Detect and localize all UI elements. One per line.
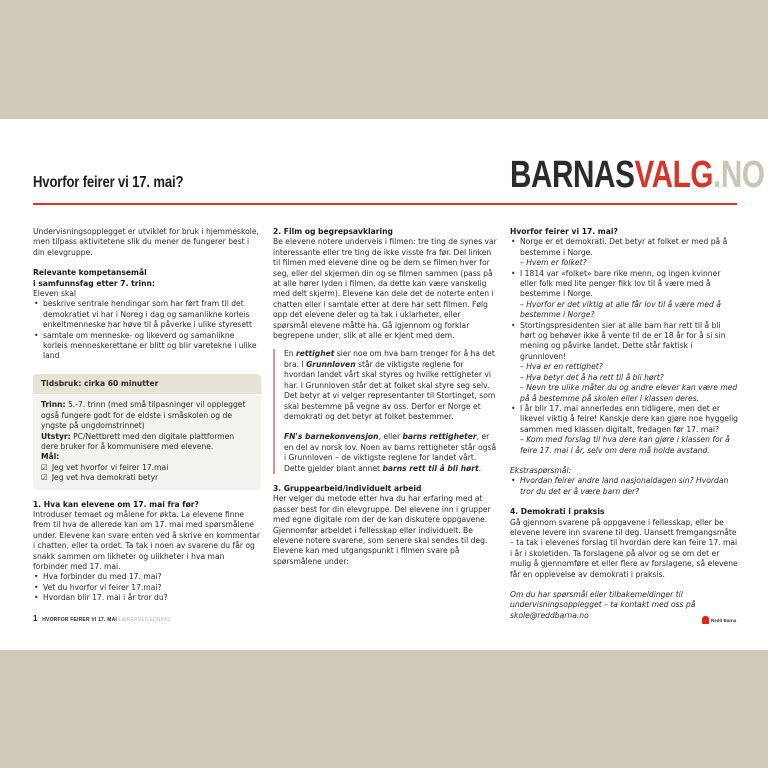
section-4-heading: 4. Demokrati i praksis	[510, 507, 605, 517]
competence-subheading: i samfunnsfag etter 7. trinn:	[33, 278, 155, 288]
intro-text: Undervisningsopplegget er utviklet for bruk i hjemmeskole, men tilpass aktivitetene slik du mener de fungerer best i din elevgruppe.	[33, 227, 259, 257]
trinn-label: Trinn:	[41, 400, 66, 410]
list-item: • Hva forbinder du med 17. mai?	[43, 572, 261, 582]
contact-text: Om du har spørsmål eller tilbakemeldinger til undervisningsopplegget – ta kontakt med oss på skole@reddbarna.no	[510, 590, 696, 620]
footer-subtitle: LÆRERVEILEDNING	[118, 617, 171, 623]
section-4-text: Gå gjennom svarene på oppgavene i fellesskap, eller be elevene levere inn svarene til deg. Uansett fremgangsmåte – ta tak i elevenes forslag til hvordan dere kan feire 17. mai i år i skoletiden. Ta forslagene på alvor og se om det er mulig å gjennomføre et eller flere av forslagene, så elevene får en opplevelse av demokrati i praksis.	[510, 517, 738, 579]
list-item: • Hvordan feirer andre land nasjonaldagen sin? Hvordan tror du det er å være barn der?	[520, 476, 738, 497]
redd-barna-logo: Redd Barna	[702, 616, 736, 624]
competence-list	[33, 299, 261, 361]
why-heading: Hvorfor feirer vi 17. mai?	[510, 227, 618, 236]
list-item: • Norge er et demokrati. Det betyr at folket er med på å bestemme i Norge. – Hvem er folket?	[520, 237, 738, 268]
utstyr-label: Utstyr:	[41, 431, 71, 441]
competence-heading: Relevante kompetansemål	[33, 268, 147, 278]
utstyr-text: PC/Nettbrett med den digitale plattformen dere bruker for å kommunisere med elevene.	[41, 431, 235, 451]
section-2-heading: 2. Film og begrepsavklaring	[273, 227, 393, 236]
why-list	[510, 237, 738, 456]
time-info-box	[33, 374, 261, 490]
page-footer	[33, 614, 170, 623]
term-grunnloven: Grunnloven	[306, 359, 356, 369]
section-3-heading: 3. Gruppearbeid/individuelt arbeid	[273, 483, 422, 493]
extra-questions-list	[510, 476, 738, 497]
section-1-text: Introduser temaet og målene for økta. La elevene finne frem til hva de allerede kan om 17. mai med spørsmålene under. Elevene kan svare enten ved å skrive en kommentar i chatten, eller ta ordet. Ta tak i noen av svarene du får og snakk sammen om likheter og ulikheter i hva man forbinder med 17. mai.	[33, 509, 260, 571]
list-item: • Stortingspresidenten sier at alle barn har rett til å bli hørt og behøver ikke å vente til de er 18 år for å si sin mening og påvirke landet. Dette står faktisk i grunnloven! – Hva er en rettighet? – Hva betyr det å ha rett til å bli hørt? – Nevn tre ulike måter du og andre elever kan være med på å bestemme på skolen eller i klassen deres.	[520, 321, 738, 404]
footer-title: HVORFOR FEIRER VI 17. MAI	[42, 617, 117, 623]
competence-lead: Eleven skal	[33, 289, 76, 299]
section-3-text: Her velger du metode etter hva du har erfaring med at passer best for din elevgruppe. Del elevene inn i grupper med egne digitale rom der de kan diskutere oppgavene. Gjennomfør arbeidet i fellesskap eller individuelt. Be elevene notere svarene, som senere skal sendes til deg. Elevene kan med utgangspunkt i filmen svare på spørsmålene under:	[273, 494, 491, 566]
goal-checkbox-item: ☑ Jeg vet hva demokrati betyr	[41, 473, 253, 483]
barnasvalg-logo: BARNASVALG.NO	[510, 154, 765, 196]
box-heading: Tidsbruk: cirka 60 minutter	[33, 374, 261, 395]
list-item: • samtale om menneske- og likeverd og samanlikne korleis menneskerettane er blitt og blir varetekne i ulike land	[43, 331, 261, 362]
list-item: • Hvordan blir 17. mai i år tror du?	[43, 593, 261, 603]
page-number: 1	[33, 614, 38, 623]
term-rett-til-a-bli-hort: barns rett til å bli hørt	[382, 463, 479, 473]
column-2	[273, 227, 497, 567]
section-1-heading: 1. Hva kan elevene om 17. mai fra før?	[33, 499, 199, 509]
goal-checkbox-item: ☑ Jeg vet hvorfor vi feirer 17.mai	[41, 463, 253, 473]
extra-questions-label: Ekstraspørsmål:	[510, 465, 572, 475]
column-3	[510, 227, 738, 621]
term-barnekonvensjon: FN's barnekonvensjon	[284, 432, 379, 442]
list-item: • beskrive sentrale hendingar som har ført fram til det demokratiet vi har i Noreg i dag og samanlikne korleis enkeltmenneske har høve til å påverke i ulike styresett	[43, 299, 261, 330]
list-item: • I år blir 17. mai annerledes enn tidligere, men det er likevel viktig å feire! Kanskje dere kan gjøre noe hyggelig sammen med klassen digitalt, fredagen før 17. mai? – Kom med forslag til hva dere kan gjøre i klassen for å feire 17. mai i år, selv om dere må holde avstand.	[520, 404, 738, 456]
term-rettighet: rettighet	[296, 349, 335, 359]
page-title: Hvorfor feirer vi 17. mai?	[33, 174, 184, 191]
redd-barna-icon	[702, 616, 709, 624]
trinn-text: 5.-7. trinn (med små tilpasninger vil opplegget også fungere godt for de eldste i småskolen og de yngste på ungdomstrinnet)	[41, 400, 246, 431]
term-barns-rettigheter: barns rettigheter	[402, 432, 477, 442]
goals-label: Mål:	[41, 452, 60, 462]
list-item: • Vet du hvorfor vi feirer 17.mai?	[43, 583, 261, 593]
column-1	[33, 227, 261, 604]
document-page	[0, 119, 768, 650]
definition-quote: En rettighet sier noe om hva barn trenger for å ha det bra. I Grunnloven står de viktigste reglene for hvordan landet vårt skal styres og hvilke rettigheter vi har. I Grunnloven står det at folket skal styre seg selv. Det betyr at vi velger representanter til Stortinget, som skal bestemme på vegne av oss. Derfor er Norge et demokrati og det betyr at folket bestemmer. FN's barnekonvensjon, eller barns rettigheter, er en del av norsk lov. Noen av barns rettigheter står også i Grunnloven – de viktigste reglene for landet vårt. Dette gjelder blant annet barns rett til å bli hørt.	[273, 349, 497, 473]
list-item: • I 1814 var «folket» bare rike menn, og ingen kvinner eller folk med lite penger fikk lov til å være med å bestemme i Norge. – Hvorfor er det viktig at alle får lov til å være med å bestemme i Norge?	[520, 269, 738, 321]
section-2-text: Be elevene notere underveis i filmen: tre ting de synes var interessante eller tre ting de ikke visste fra før. Del linken til filmen med elevene dine og be dem se filmen hver for seg, eller del skjermen din og se filmen sammen (pass på at alle hører lyden i filmen, da dette kan være vanskelig med delt skjerm). Elevene kan dele det de noterte enten i chatten eller i samtale etter at dere har sett filmen. Følg opp det elevene deler og ta tak i uklarheter, eller spørsmål elevene måtte ha. Gå igjennom og forklar begrepene under, slik at alle er kjent med dem.	[273, 237, 497, 341]
section-1-list	[33, 572, 261, 603]
header-divider	[33, 203, 737, 205]
